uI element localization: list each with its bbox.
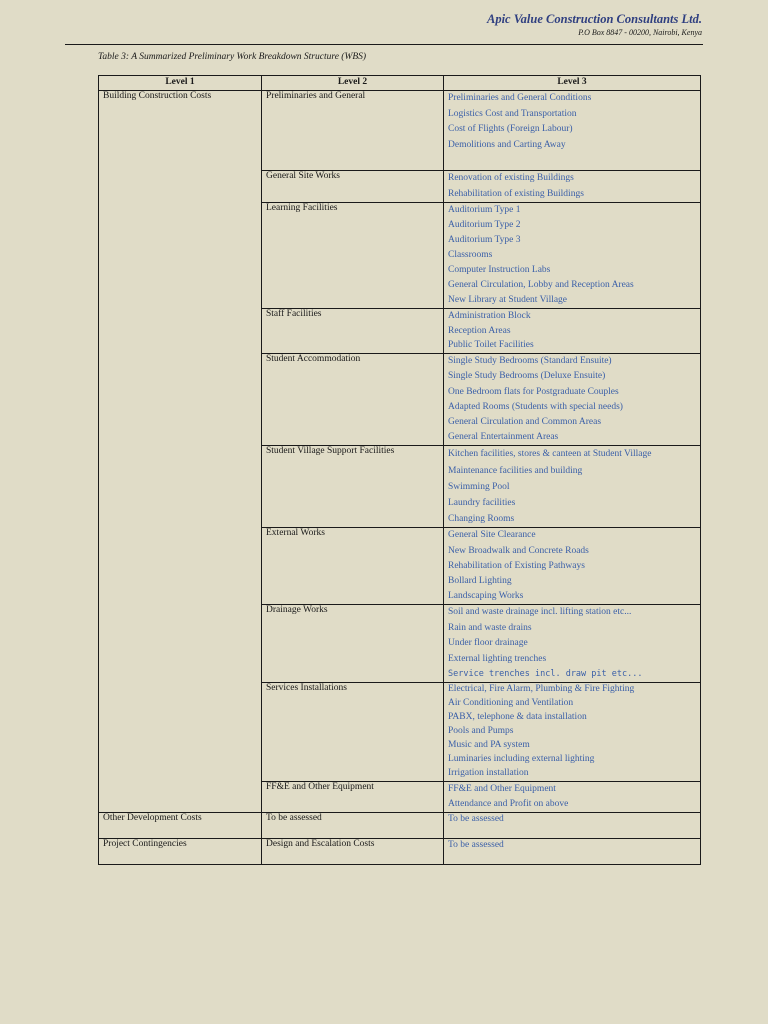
level-1-cell: Building Construction Costs	[99, 91, 262, 813]
level-3-item: Landscaping Works	[448, 591, 524, 602]
company-name: Apic Value Construction Consultants Ltd.	[487, 12, 702, 26]
level-2-cell: Student Village Support Facilities	[262, 446, 444, 528]
level-3-item: Administration Block	[448, 311, 531, 322]
level-3-cell	[444, 781, 701, 812]
level-3-cell	[444, 838, 701, 864]
level-3-item: Reception Areas	[448, 325, 511, 336]
level-3-cell	[444, 171, 701, 203]
level-3-cell	[444, 91, 701, 171]
level-3-item: New Broadwalk and Concrete Roads	[448, 545, 589, 556]
level-2-cell: Staff Facilities	[262, 309, 444, 354]
level-3-item: Renovation of existing Buildings	[448, 173, 574, 183]
level-3-item: Pools and Pumps	[448, 726, 514, 737]
level-3-cell	[444, 446, 701, 528]
level-3-item: New Library at Student Village	[448, 295, 568, 306]
table-caption: Table 3: A Summarized Preliminary Work Breakdown Structure (WBS)	[98, 52, 367, 62]
level-3-item: Auditorium Type 1	[448, 205, 521, 216]
level-3-item: Rain and waste drains	[448, 622, 532, 633]
level-2-cell: Drainage Works	[262, 605, 444, 683]
level-3-item: FF&E and Other Equipment	[448, 783, 556, 794]
level-3-item: Attendance and Profit on above	[448, 798, 569, 809]
table-row	[99, 812, 701, 838]
level-3-item: Auditorium Type 3	[448, 235, 521, 246]
level-2-cell: To be assessed	[262, 812, 444, 838]
level-3-item: External lighting trenches	[448, 653, 547, 664]
level-3-item: Public Toilet Facilities	[448, 340, 534, 351]
level-2-cell: Learning Facilities	[262, 203, 444, 309]
level-3-cell	[444, 354, 701, 446]
level-2-cell: Student Accommodation	[262, 354, 444, 446]
level-3-item: Rehabilitation of Existing Pathways	[448, 560, 585, 571]
level-2-cell: General Site Works	[262, 171, 444, 203]
level-3-item: Swimming Pool	[448, 481, 510, 492]
level-2-cell: Design and Escalation Costs	[262, 838, 444, 864]
level-3-item: Music and PA system	[448, 740, 530, 751]
page-header	[0, 0, 768, 46]
level-3-item: General Circulation, Lobby and Reception Areas	[448, 280, 634, 291]
level-3-item: Air Conditioning and Ventilation	[448, 698, 574, 709]
level-2-cell: Services Installations	[262, 683, 444, 781]
level-3-cell	[444, 605, 701, 683]
table-header-row	[99, 76, 701, 91]
column-header-level-3: Level 3	[444, 76, 701, 91]
column-header-level-2: Level 2	[262, 76, 444, 91]
level-3-item: General Circulation and Common Areas	[448, 417, 602, 427]
level-3-item: Electrical, Fire Alarm, Plumbing & Fire Fighting	[448, 684, 635, 695]
level-3-item: Single Study Bedrooms (Standard Ensuite)	[448, 356, 612, 367]
level-1-cell: Project Contingencies	[99, 838, 262, 864]
level-3-item: Cost of Flights (Foreign Labour)	[448, 124, 573, 135]
wbs-table	[98, 75, 701, 865]
level-3-item: To be assessed	[448, 839, 504, 850]
level-3-item: To be assessed	[448, 813, 504, 824]
level-3-item: Under floor drainage	[448, 638, 528, 649]
company-address: P.O Box 8847 - 00200, Nairobi, Kenya	[578, 28, 702, 37]
level-3-item: Changing Rooms	[448, 514, 515, 525]
level-3-item: Adapted Rooms (Students with special needs)	[448, 401, 623, 412]
level-3-item: Irrigation installation	[448, 767, 529, 778]
level-3-item: Classrooms	[448, 250, 493, 261]
level-3-cell	[444, 812, 701, 838]
column-header-level-1: Level 1	[99, 76, 262, 91]
level-3-cell	[444, 309, 701, 354]
table-row	[99, 838, 701, 864]
header-rule	[65, 44, 703, 45]
level-3-item: Kitchen facilities, stores & canteen at Student Village	[448, 449, 652, 460]
level-2-cell: External Works	[262, 528, 444, 605]
level-3-item: Luminaries including external lighting	[448, 754, 595, 764]
level-3-item: Preliminaries and General Conditions	[448, 93, 592, 103]
level-3-cell	[444, 528, 701, 605]
level-3-item: Laundry facilities	[448, 498, 516, 509]
level-2-cell: FF&E and Other Equipment	[262, 781, 444, 812]
level-3-item: Rehabilitation of existing Buildings	[448, 188, 584, 199]
level-3-cell	[444, 683, 701, 781]
table-body	[99, 91, 701, 865]
level-3-item: Bollard Lighting	[448, 576, 512, 587]
level-3-item: Computer Instruction Labs	[448, 265, 551, 276]
level-3-item: PABX, telephone & data installation	[448, 712, 587, 723]
level-3-item: Maintenance facilities and building	[448, 465, 583, 476]
table-row	[99, 91, 701, 171]
level-3-item: Auditorium Type 2	[448, 220, 521, 231]
level-3-item: Single Study Bedrooms (Deluxe Ensuite)	[448, 371, 606, 382]
level-3-item: Service trenches incl. draw pit etc...	[448, 669, 643, 680]
level-3-item: Demolitions and Carting Away	[448, 139, 566, 150]
level-2-cell: Preliminaries and General	[262, 91, 444, 171]
level-3-item: General Entertainment Areas	[448, 432, 559, 443]
level-3-item: One Bedroom flats for Postgraduate Couples	[448, 386, 619, 397]
level-3-cell	[444, 203, 701, 309]
level-1-cell: Other Development Costs	[99, 812, 262, 838]
level-3-item: Logistics Cost and Transportation	[448, 108, 577, 119]
level-3-item: Soil and waste drainage incl. lifting station etc...	[448, 607, 632, 618]
level-3-item: General Site Clearance	[448, 530, 536, 541]
